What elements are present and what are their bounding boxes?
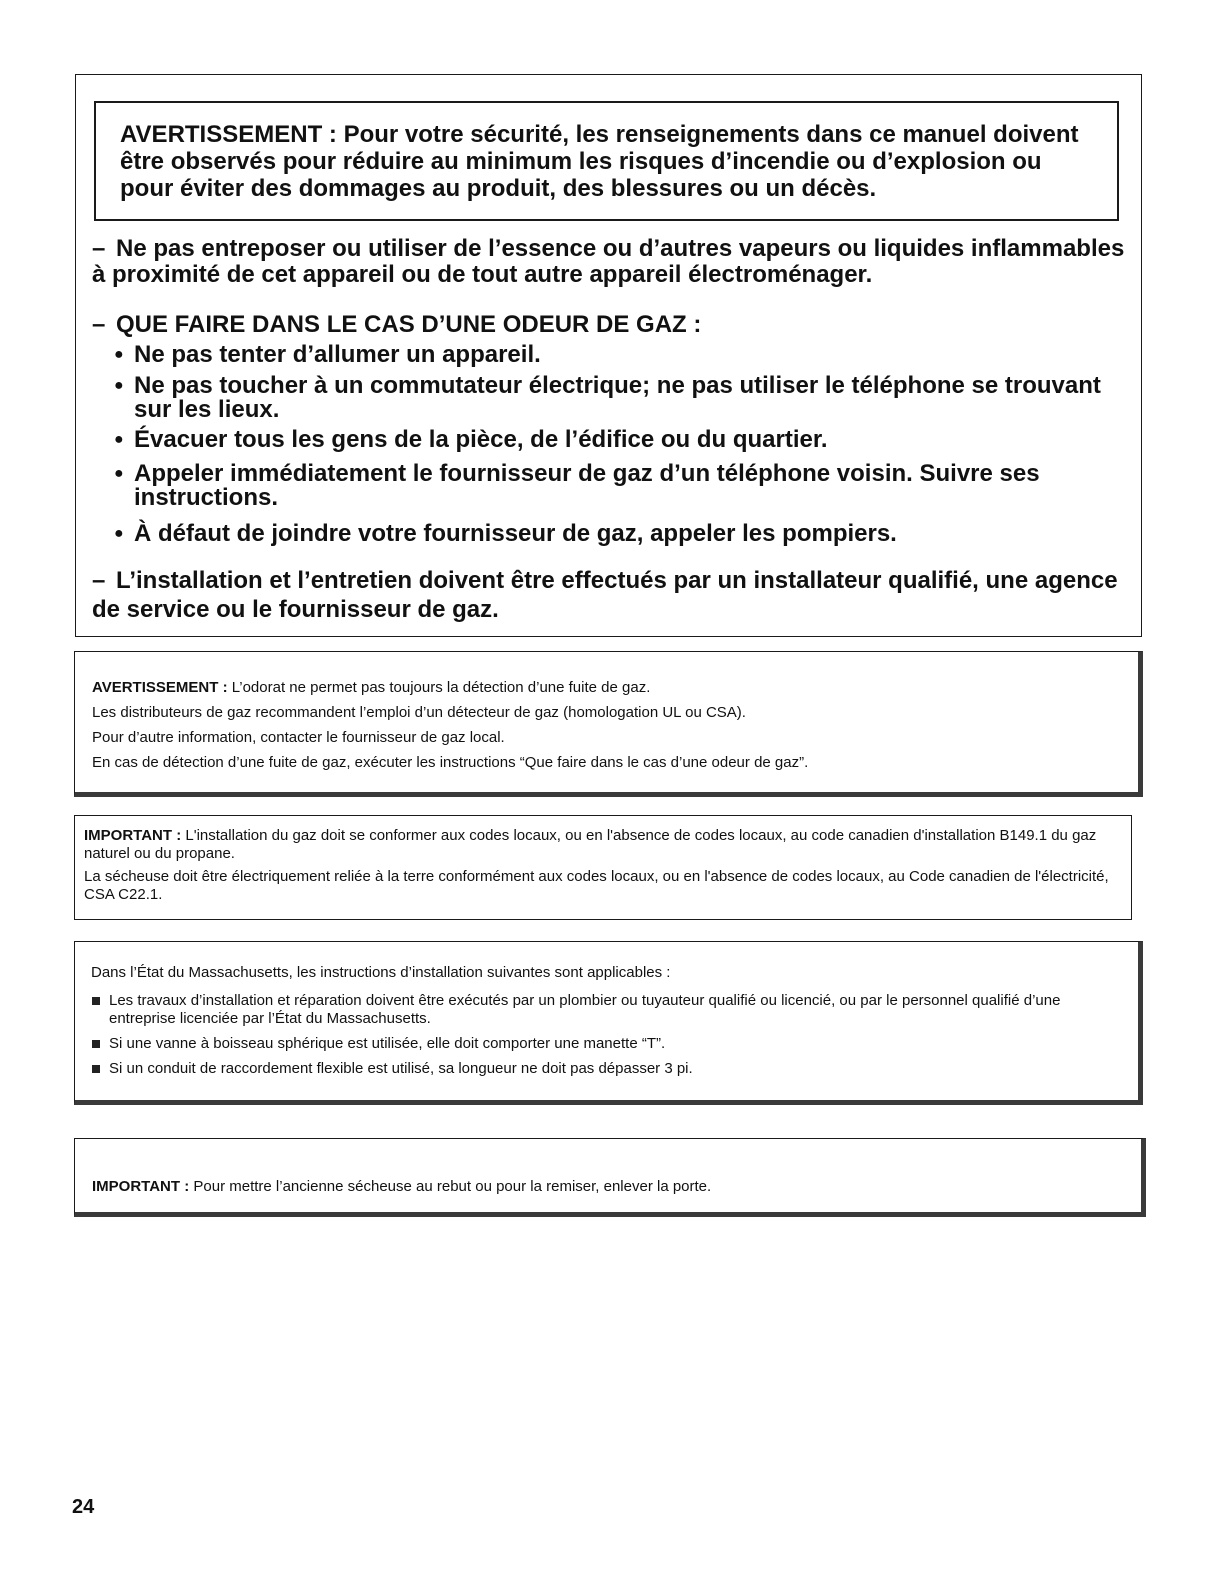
detector-line: Les distributeurs de gaz recommandent l’emploi d’un détecteur de gaz (homologation UL ou CSA). <box>92 704 746 721</box>
gas-odor-bullet: ● Ne pas tenter d’allumer un appareil. <box>114 341 541 368</box>
massachusetts-item: Si une vanne à boisseau sphérique est utilisée, elle doit comporter une manette “T”. <box>91 1035 1122 1053</box>
gas-odor-bullet: ● Évacuer tous les gens de la pièce, de l’édifice ou du quartier. <box>114 426 828 453</box>
massachusetts-item: Les travaux d’installation et réparation doivent être exécutés par un plombier ou tuyauteur qualifié ou licencié, ou par le personnel qualifié d’une entreprise licenciée par l’État du Massachusetts. <box>91 992 1122 1028</box>
massachusetts-intro: Dans l’État du Massachusetts, les instructions d’installation suivantes sont applicables : <box>91 964 671 981</box>
square-bullet-icon <box>92 1040 100 1048</box>
gas-odor-bullet: ● Ne pas toucher à un commutateur électrique; ne pas utiliser le téléphone se trouvant sur les lieux. <box>114 372 1101 423</box>
detector-line: AVERTISSEMENT : L’odorat ne permet pas toujours la détection d’une fuite de gaz. <box>92 679 651 696</box>
installation-code-line: IMPORTANT : L'installation du gaz doit se conformer aux codes locaux, ou en l'absence de codes locaux, au code canadien d'installation B149.1 du gaz naturel ou du propane. <box>84 827 1097 862</box>
warning-heading: AVERTISSEMENT : Pour votre sécurité, les renseignements dans ce manuel doivent être observés pour réduire au minimum les risques d’incendie ou d’explosion ou pour éviter des dommages au produit, des blessures ou un décès. <box>120 121 1079 202</box>
square-bullet-icon <box>92 1065 100 1073</box>
disposal-text: IMPORTANT : Pour mettre l’ancienne sécheuse au rebut ou pour la remiser, enlever la porte. <box>92 1178 712 1195</box>
warning-heading-box <box>94 101 1119 221</box>
detector-line: En cas de détection d’une fuite de gaz, exécuter les instructions “Que faire dans le cas d’une odeur de gaz”. <box>92 754 809 771</box>
warning-item-installation: – L’installation et l’entretien doivent être effectués par un installateur qualifié, une agence de service ou le fournisseur de gaz. <box>92 567 1118 623</box>
grounding-line: La sécheuse doit être électriquement reliée à la terre conformément aux codes locaux, ou en l'absence de codes locaux, au Code canadien de l'électricité, CSA C22.1. <box>84 868 1109 903</box>
square-bullet-icon <box>92 997 100 1005</box>
page-number: 24 <box>72 1496 95 1518</box>
gas-odor-bullet: ● Appeler immédiatement le fournisseur de gaz d’un téléphone voisin. Suivre ses instructions. <box>114 460 1040 511</box>
massachusetts-item: Si un conduit de raccordement flexible est utilisé, sa longueur ne doit pas dépasser 3 pi. <box>91 1060 1122 1078</box>
warning-item-storage: – Ne pas entreposer ou utiliser de l’essence ou d’autres vapeurs ou liquides inflammables à proximité de cet appareil ou de tout autre appareil électroménager. <box>92 235 1125 288</box>
warning-item-gas-odor-title: – QUE FAIRE DANS LE CAS D’UNE ODEUR DE GAZ : <box>92 311 702 338</box>
disposal-box <box>74 1138 1146 1217</box>
installation-code-box <box>74 815 1132 920</box>
massachusetts-box <box>74 941 1143 1105</box>
gas-odor-bullet: ● À défaut de joindre votre fournisseur de gaz, appeler les pompiers. <box>114 520 897 547</box>
detector-line: Pour d’autre information, contacter le fournisseur de gaz local. <box>92 729 505 746</box>
gas-detector-warning-box <box>74 651 1143 797</box>
